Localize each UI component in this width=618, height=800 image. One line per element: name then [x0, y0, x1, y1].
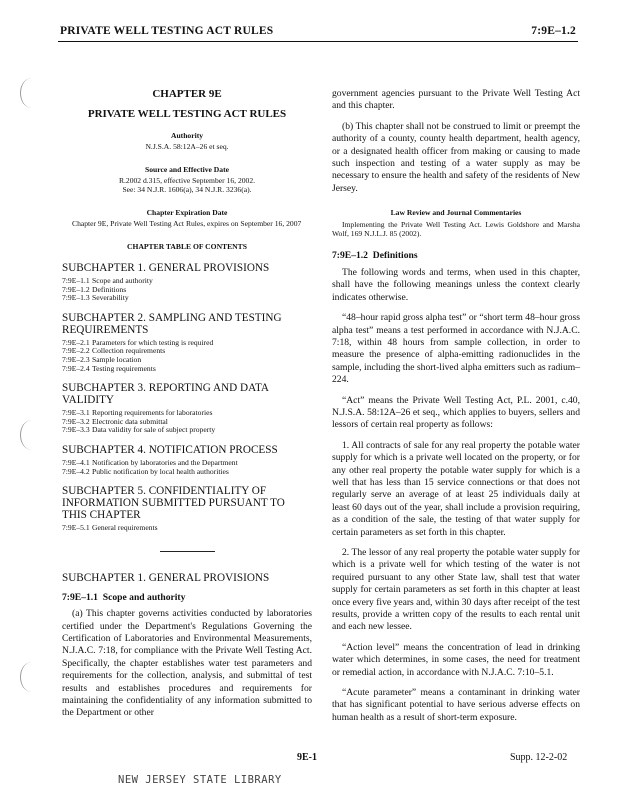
- toc-subchapter-title: SUBCHAPTER 2. SAMPLING AND TESTING REQUIREMENTS: [62, 311, 282, 336]
- right-column: [332, 88, 580, 724]
- expiration-heading: Chapter Expiration Date: [146, 207, 228, 217]
- header-section: 7:9E–1.2: [531, 25, 576, 37]
- toc-entry[interactable]: 7:9E–2.2 Collection requirements: [62, 346, 166, 356]
- expiration-text: Chapter 9E, Private Well Testing Act Rules, expires on September 16, 2007: [72, 219, 302, 229]
- source-heading: Source and Effective Date: [144, 164, 229, 174]
- definition: “Action level” means the concentration of lead in drinking water which determines, in some cases, the need for treatment or remedial action, in accordance with N.J.A.C. 7:10–5.1.: [332, 641, 580, 678]
- toc-subchapter-title: SUBCHAPTER 3. REPORTING AND DATA VALIDITY: [62, 382, 269, 407]
- definition-item: 1. All contracts of sale for any real property the potable water supply for which is a private well located on the property, or for any other real property the potable water supply for which is a well that has less than 15 service connections or that does not regularly serve an average of at least 25 individuals daily at least 60 days out of the year, shall include a provision requiring, as a condition of the sale, the testing of that water supply for certain parameters as set forth in this chapter.: [332, 439, 580, 538]
- table-of-contents: [62, 262, 312, 533]
- toc-entry[interactable]: 7:9E–5.1 General requirements: [62, 523, 158, 533]
- source-text: R.2002 d.315, effective September 16, 2002.: [118, 176, 256, 186]
- header-title: PRIVATE WELL TESTING ACT RULES: [60, 25, 274, 37]
- punch-hole-mark: [20, 420, 43, 450]
- chapter-title: PRIVATE WELL TESTING ACT RULES: [87, 108, 287, 121]
- subchapter-heading: SUBCHAPTER 1. GENERAL PROVISIONS: [62, 571, 270, 584]
- toc-entry[interactable]: 7:9E–1.1 Scope and authority: [62, 276, 153, 286]
- left-column: [62, 88, 312, 720]
- authority-text: N.J.S.A. 58:12A–26 et seq.: [145, 142, 229, 152]
- toc-heading: CHAPTER TABLE OF CONTENTS: [127, 241, 247, 251]
- definition: “48–hour rapid gross alpha test” or “short term 48–hour gross alpha test” means a test performed in accordance with N.J.A.C. 7:18, within 48 hours from sample collection, in order to measure the presence of alpha-emitting radionuclides in the sample, including the short-lived alpha emitters such as radium–224.: [332, 312, 580, 386]
- definition-item: 2. The lessor of any real property the potable water supply for which is a private well for which testing of the water is not required pursuant to any other State law, shall test that water supply for certain parameters as set forth in this chapter at least once every five years and, within 30 days after receipt of the test results, provide a written copy of the results to each rental unit and each new lessee.: [332, 547, 581, 633]
- supplement-date: Supp. 12-2-02: [510, 752, 568, 763]
- paragraph: government agencies pursuant to the Private Well Testing Act and this chapter.: [332, 88, 580, 112]
- authority-heading: Authority: [170, 130, 204, 140]
- section-divider: [160, 551, 215, 552]
- toc-entry[interactable]: 7:9E–2.4 Testing requirements: [62, 363, 156, 373]
- punch-hole-mark: [20, 662, 43, 692]
- paragraph: (b) This chapter shall not be construed to limit or preempt the authority of a county, county health department, health agency, or a designated health officer from making or causing to made such inspection and testing of a water supply as may be necessary to ensure the health and safety of the residents of New Jersey.: [332, 120, 581, 194]
- punch-hole-mark: [20, 78, 43, 108]
- definition: “Act” means the Private Well Testing Act, P.L. 2001, c.40, N.J.S.A. 58:12A–26 et seq., which applies to buyers, sellers and lessors of certain real property as follows:: [332, 394, 580, 431]
- toc-subchapter-title: SUBCHAPTER 4. NOTIFICATION PROCESS: [62, 444, 278, 456]
- toc-entry[interactable]: 7:9E–4.1 Notification by laboratories and the Department: [62, 458, 238, 467]
- page-number: 9E-1: [297, 752, 317, 763]
- toc-entry[interactable]: 7:9E–4.2 Public notification by local health authorities: [62, 466, 229, 476]
- toc-entry[interactable]: 7:9E–3.2 Electronic data submittal: [62, 416, 168, 426]
- source-text: See: 34 N.J.R. 1606(a), 34 N.J.R. 3236(a).: [122, 185, 252, 195]
- section-heading: 7:9E–1.2 Definitions: [332, 250, 418, 262]
- library-stamp: NEW JERSEY STATE LIBRARY: [118, 774, 282, 786]
- toc-entry[interactable]: 7:9E–3.3 Data validity for sale of subject property: [62, 425, 216, 435]
- law-review-text: Implementing the Private Well Testing Act. Lewis Goldshore and Marsha Wolf, 169 N.J.L.J. 85 (2002).: [332, 219, 580, 239]
- law-review-heading: Law Review and Journal Commentaries: [390, 208, 522, 218]
- toc-entry[interactable]: 7:9E–2.3 Sample location: [62, 355, 142, 365]
- toc-subchapter-title: SUBCHAPTER 1. GENERAL PROVISIONS: [62, 262, 270, 275]
- chapter-number: CHAPTER 9E: [152, 88, 222, 100]
- toc-subchapter-title: SUBCHAPTER 5. CONFIDENTIALITY OF INFORMATION SUBMITTED PURSUANT TO THIS CHAPTER: [62, 485, 285, 522]
- section-heading: 7:9E–1.1 Scope and authority: [62, 591, 186, 603]
- toc-entry[interactable]: 7:9E–1.2 Definitions: [62, 284, 127, 294]
- toc-entry[interactable]: 7:9E–2.1 Parameters for which testing is required: [62, 337, 214, 347]
- paragraph: (a) This chapter governs activities conducted by laboratories certified under the Department's Regulations Governing the Certification of Laboratories and Environmental Measurements, N.J.A.C. 7:18, for compliance with the Private Well Testing Act. Specifically, the chapter establishes water test parameters and requirements for the collection, analysis, and submittal of test results and establishes procedures and requirements for maintaining the confidentiality of any information submitted to the Department or other: [62, 608, 312, 719]
- definition: “Acute parameter” means a contaminant in drinking water that has significant potential to have serious adverse effects on human health as a result of short-term exposure.: [332, 687, 580, 723]
- toc-entry[interactable]: 7:9E–1.3 Severability: [62, 293, 129, 303]
- paragraph: The following words and terms, when used in this chapter, shall have the following meanings unless the context clearly indicates otherwise.: [332, 266, 580, 303]
- header-rule: [58, 41, 578, 42]
- running-header: [60, 25, 576, 37]
- toc-entry[interactable]: 7:9E–3.1 Reporting requirements for laboratories: [62, 408, 213, 418]
